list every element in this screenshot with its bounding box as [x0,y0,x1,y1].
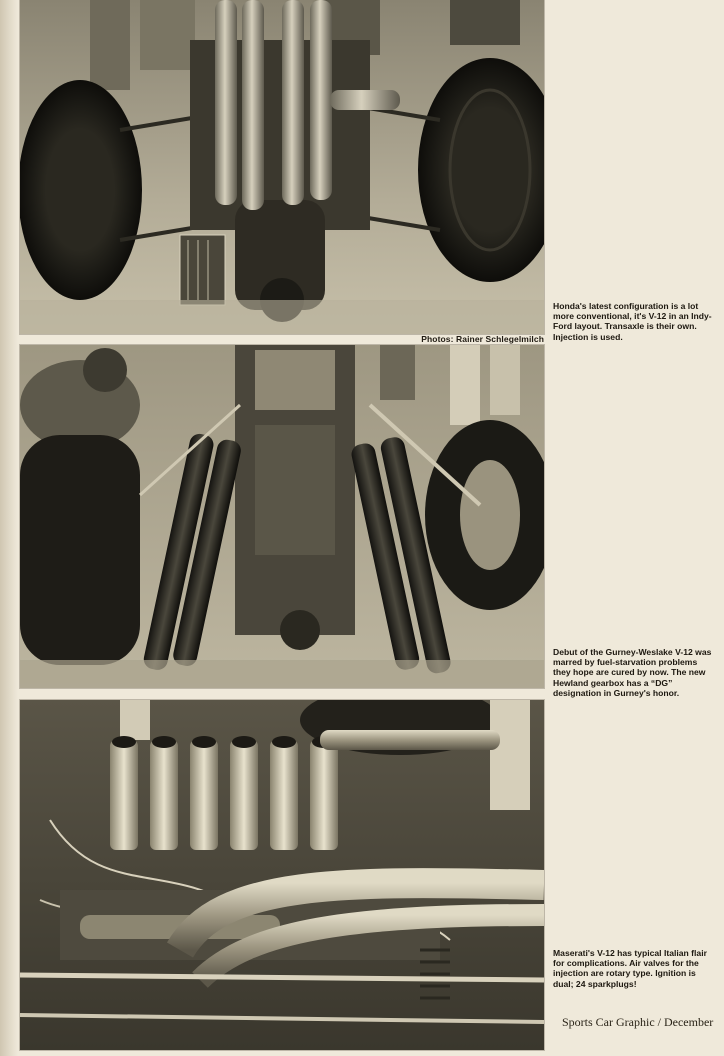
photo-credit: Photos: Rainer Schlegelmilch [421,334,544,344]
photo-honda-v12-image [20,0,544,334]
photo-honda-v12 [20,0,544,334]
caption-honda: Honda's latest configuration is a lot more conventional, it's V-12 in an Indy-Ford layout. Transaxle is their own. Injection is used. [553,301,712,342]
photo-maserati-v12-image [20,700,544,1050]
page-footer: Sports Car Graphic / December [562,1015,714,1029]
page-gutter [0,0,18,1056]
photo-maserati-v12 [20,700,544,1050]
photo-gurney-weslake-v12 [20,345,544,688]
caption-maserati: Maserati's V-12 has typical Italian flair for complications. Air valves for the injection are rotary type. Ignition is dual; 24 sparkplugs! [553,948,707,989]
photo-gurney-weslake-v12-image [20,345,544,688]
caption-gurney-weslake: Debut of the Gurney-Weslake V-12 was marred by fuel-starvation problems they hope are cured by now. The new Hewland gearbox has a “DG” designation in Gurney's honor. [553,647,712,698]
